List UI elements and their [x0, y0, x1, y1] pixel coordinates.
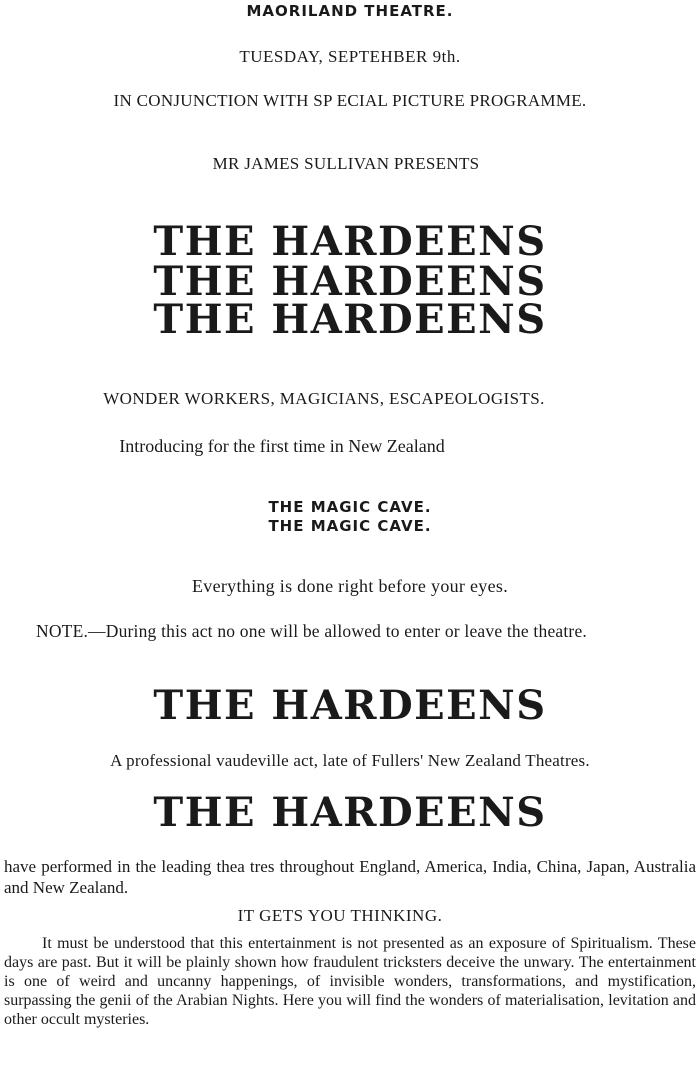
performed-paragraph: have performed in the leading thea tres throughout England, America, India, China, Japan, Australia and New Zealand.: [4, 857, 696, 897]
thinking-line: IT GETS YOU THINKING.: [237, 906, 443, 925]
note-paragraph: NOTE.—During this act no one will be allowed to enter or leave the theatre.: [36, 621, 588, 641]
magic-cave-1: THE MAGIC CAVE.: [268, 498, 432, 516]
final-paragraph: It must be understood that this entertainment is not presented as an exposure of Spiritualism. These days are past. But it will be plainly shown how fraudulent tricksters deceive the unwary. The entertainment is one of weird and uncanny happenings, of invisible wonders, transformations, and mystification, surpassing the genii of the Arabian Nights. Here you will find the wonders of materialisation, levitation and other occult mysteries.: [4, 935, 696, 1028]
vaudeville-line: A professional vaudeville act, late of Fullers' New Zealand Theatres.: [110, 751, 590, 770]
programme-line: IN CONJUNCTION WITH SP ECIAL PICTURE PROGRAMME.: [113, 91, 587, 110]
headline-1: THE HARDEENS: [153, 218, 547, 265]
magic-cave-2: THE MAGIC CAVE.: [268, 517, 432, 535]
event-date: TUESDAY, SEPTEHBER 9th.: [239, 47, 461, 66]
eyes-line: Everything is done right before your eyes.: [191, 576, 508, 596]
subtitle: WONDER WORKERS, MAGICIANS, ESCAPEOLOGISTS.: [103, 389, 545, 408]
headline-3: THE HARDEENS: [153, 296, 547, 343]
presenter-line: MR JAMES SULLIVAN PRESENTS: [212, 154, 480, 173]
hardeens-heading-2: THE HARDEENS: [153, 682, 547, 729]
theatre-name: MAORILAND THEATRE.: [246, 2, 454, 20]
intro-line: Introducing for the first time in New Zealand: [119, 436, 445, 456]
hardeens-heading-3: THE HARDEENS: [153, 789, 547, 836]
headline-2: THE HARDEENS: [153, 258, 547, 305]
